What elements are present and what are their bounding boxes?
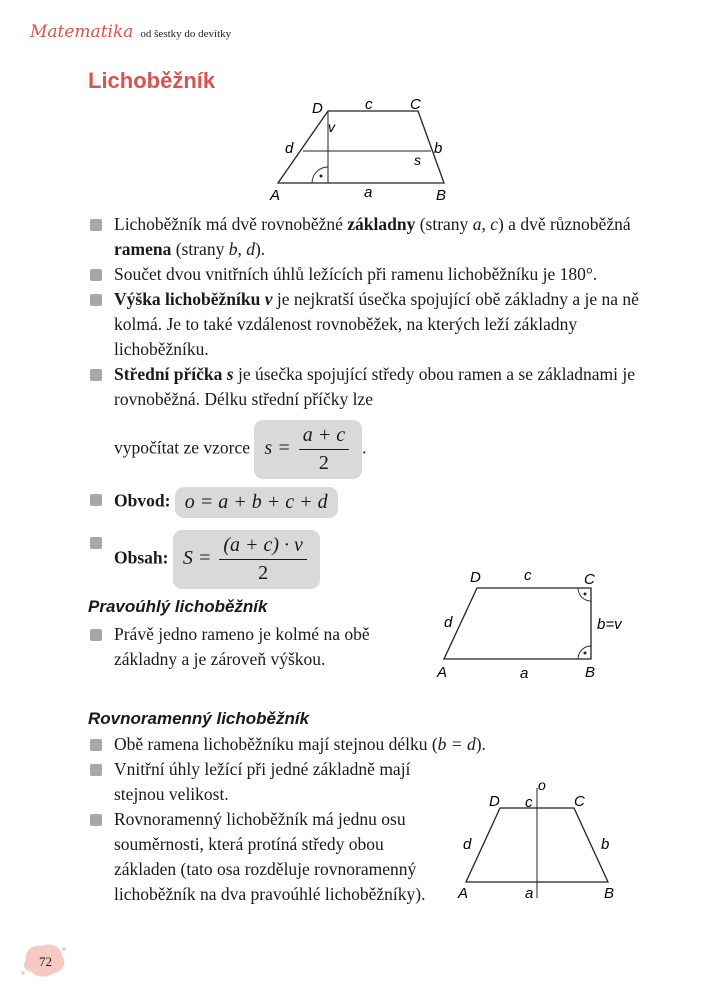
label-C: C [574, 793, 585, 810]
page-number: 72 [39, 954, 52, 969]
list-item: Právě jedno rameno je kolmé na obě základny a je zároveň výškou. [88, 622, 418, 672]
label-v: v [328, 119, 335, 135]
right-trapezoid-figure [432, 566, 642, 684]
label-D: D [312, 100, 323, 117]
brand-subtitle: od šestky do devítky [140, 28, 232, 40]
list-item: Rovnoramenný lichoběžník má jednu osu souměrnosti, která protíná středy obou základen (tato osa rozděluje rovnoramenný lichoběžník na dva pravoúhlé lichoběžníky). [88, 807, 428, 907]
label-bv: b=v [597, 616, 622, 633]
brand-logo: Matematika [30, 22, 134, 42]
label-D: D [470, 569, 481, 586]
label-o: o [538, 777, 546, 793]
label-d: d [444, 614, 453, 631]
label-s: s [414, 152, 421, 168]
label-B: B [585, 664, 596, 681]
list-item: Obsah: S = $\frac{(a + c) \cdot v}{2}$ [88, 530, 648, 589]
trapezoid-figure [268, 95, 458, 205]
properties-list [88, 212, 648, 589]
list-item: Obvod: o = a + b + c + d [88, 487, 648, 518]
label-A: A [437, 664, 448, 681]
label-b: b [601, 836, 610, 853]
page-title: Lichoběžník [88, 68, 216, 93]
label-C: C [584, 571, 595, 588]
label-c: c [365, 96, 373, 113]
list-item: Součet dvou vnitřních úhlů ležících při ramenu lichoběžníku je 180°. [88, 262, 648, 287]
list-item: Střední příčka s je úsečka spojující středy obou ramen a se základnami je rovnoběžná. Délku střední příčky lze vypočítat ze vzorce s = $\frac{a + c}{2}$ . [88, 362, 648, 479]
label-A: A [458, 885, 469, 902]
label-B: B [436, 187, 447, 204]
midline-formula: s = $\frac{a + c}{2}$ [254, 420, 362, 479]
label-D: D [489, 793, 500, 810]
list-item: Lichoběžník má dvě rovnoběžné základny (strany a, c) a dvě různoběžná ramena (strany b, d). [88, 212, 648, 262]
perimeter-formula: o = a + b + c + d [175, 487, 338, 518]
label-C: C [410, 96, 421, 113]
midline-formula-line: vypočítat ze vzorce s = $\frac{a + c}{2}$ . [114, 420, 648, 479]
label-d: d [463, 836, 472, 853]
label-a: a [364, 184, 373, 201]
isosceles-trapezoid-list [88, 732, 486, 907]
section-heading-isosceles-trapezoid: Rovnoramenný lichoběžník [88, 709, 310, 728]
label-b: b [434, 140, 443, 157]
label-d: d [285, 140, 294, 157]
isosceles-trapezoid-figure [452, 774, 627, 906]
label-A: A [270, 187, 281, 204]
list-item: Vnitřní úhly ležící při jedné základně mají stejnou velikost. [88, 757, 428, 807]
section-heading-right-trapezoid: Pravoúhlý lichoběžník [88, 597, 268, 616]
label-a: a [520, 665, 529, 682]
right-trapezoid-list [88, 622, 418, 672]
label-B: B [604, 885, 615, 902]
area-formula: S = $\frac{(a + c) \cdot v}{2}$ [173, 530, 320, 589]
page-header [30, 22, 231, 42]
list-item: Obě ramena lichoběžníku mají stejnou délku (b = d). [88, 732, 634, 757]
label-c: c [525, 794, 533, 811]
label-a: a [525, 885, 534, 902]
list-item: Výška lichoběžníku v je nejkratší úsečka spojující obě základny a je na ně kolmá. Je to také vzdálenost rovnoběžek, na kterých leží základny lichoběžníku. [88, 287, 648, 362]
label-c: c [524, 567, 532, 584]
